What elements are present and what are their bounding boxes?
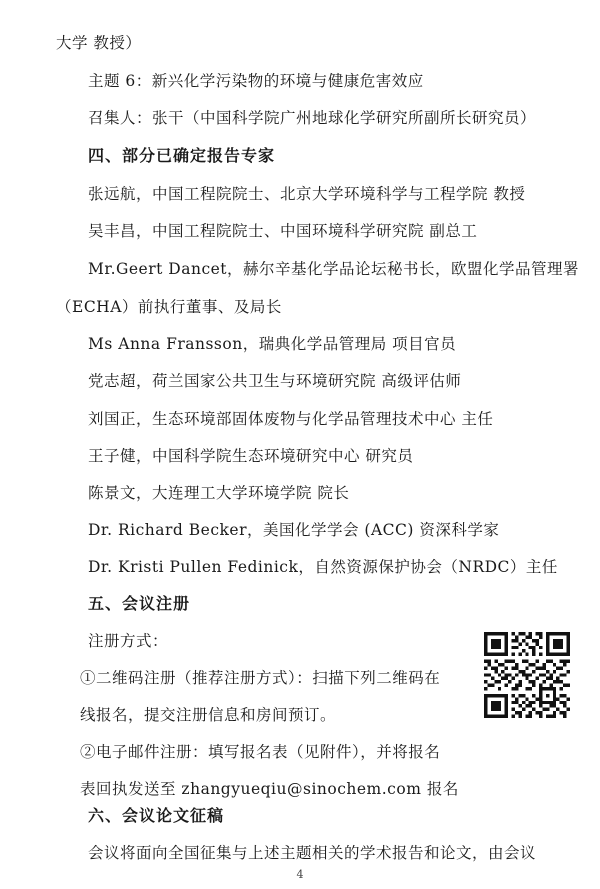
topic-6-line: 主题 6：新兴化学污染物的环境与健康危害效应 [88, 72, 424, 90]
expert-line: 王子健，中国科学院生态环境研究中心 研究员 [88, 447, 414, 465]
section-5-heading: 五、会议注册 [88, 594, 191, 613]
text-line: 大学 教授） [56, 34, 142, 52]
expert-line: Dr. Richard Becker，美国化学学会 (ACC) 资深科学家 [88, 521, 500, 539]
registration-method-label: 注册方式： [88, 632, 169, 650]
expert-line: （ECHA）前执行董事、及局长 [56, 298, 282, 316]
expert-line: 张远航，中国工程院院士、北京大学环境科学与工程学院 教授 [88, 185, 526, 203]
expert-line: 党志超，荷兰国家公共卫生与环境研究院 高级评估师 [88, 372, 462, 390]
expert-line: Mr.Geert Dancet，赫尔辛基化学品论坛秘书长，欧盟化学品管理署 [88, 260, 580, 278]
registration-option-2-cont: 表回执发送至 zhangyueqiu@sinochem.com 报名 [80, 780, 459, 798]
qr-code-icon [484, 632, 570, 718]
convener-line: 召集人：张干（中国科学院广州地球化学研究所副所长研究员） [88, 109, 537, 127]
registration-option-2: ②电子邮件注册：填写报名表（见附件），并将报名 [80, 743, 441, 761]
registration-option-1-cont: 线报名，提交注册信息和房间预订。 [80, 706, 337, 724]
registration-option-1: ①二维码注册（推荐注册方式）：扫描下列二维码在 [80, 669, 441, 687]
paper-call-line: 会议将面向全国征集与上述主题相关的学术报告和论文，由会议 [88, 844, 537, 862]
section-4-heading: 四、部分已确定报告专家 [88, 146, 276, 165]
expert-line: Dr. Kristi Pullen Fedinick，自然资源保护协会（NRDC）主任 [88, 558, 558, 576]
section-6-heading: 六、会议论文征稿 [88, 806, 225, 825]
expert-line: Ms Anna Fransson，瑞典化学品管理局 项目官员 [88, 335, 457, 353]
expert-line: 吴丰昌，中国工程院院士、中国环境科学研究院 副总工 [88, 222, 478, 240]
page-number: 4 [296, 868, 304, 881]
expert-line: 刘国正，生态环境部固体废物与化学品管理技术中心 主任 [88, 410, 494, 428]
expert-line: 陈景文，大连理工大学环境学院 院长 [88, 484, 350, 502]
